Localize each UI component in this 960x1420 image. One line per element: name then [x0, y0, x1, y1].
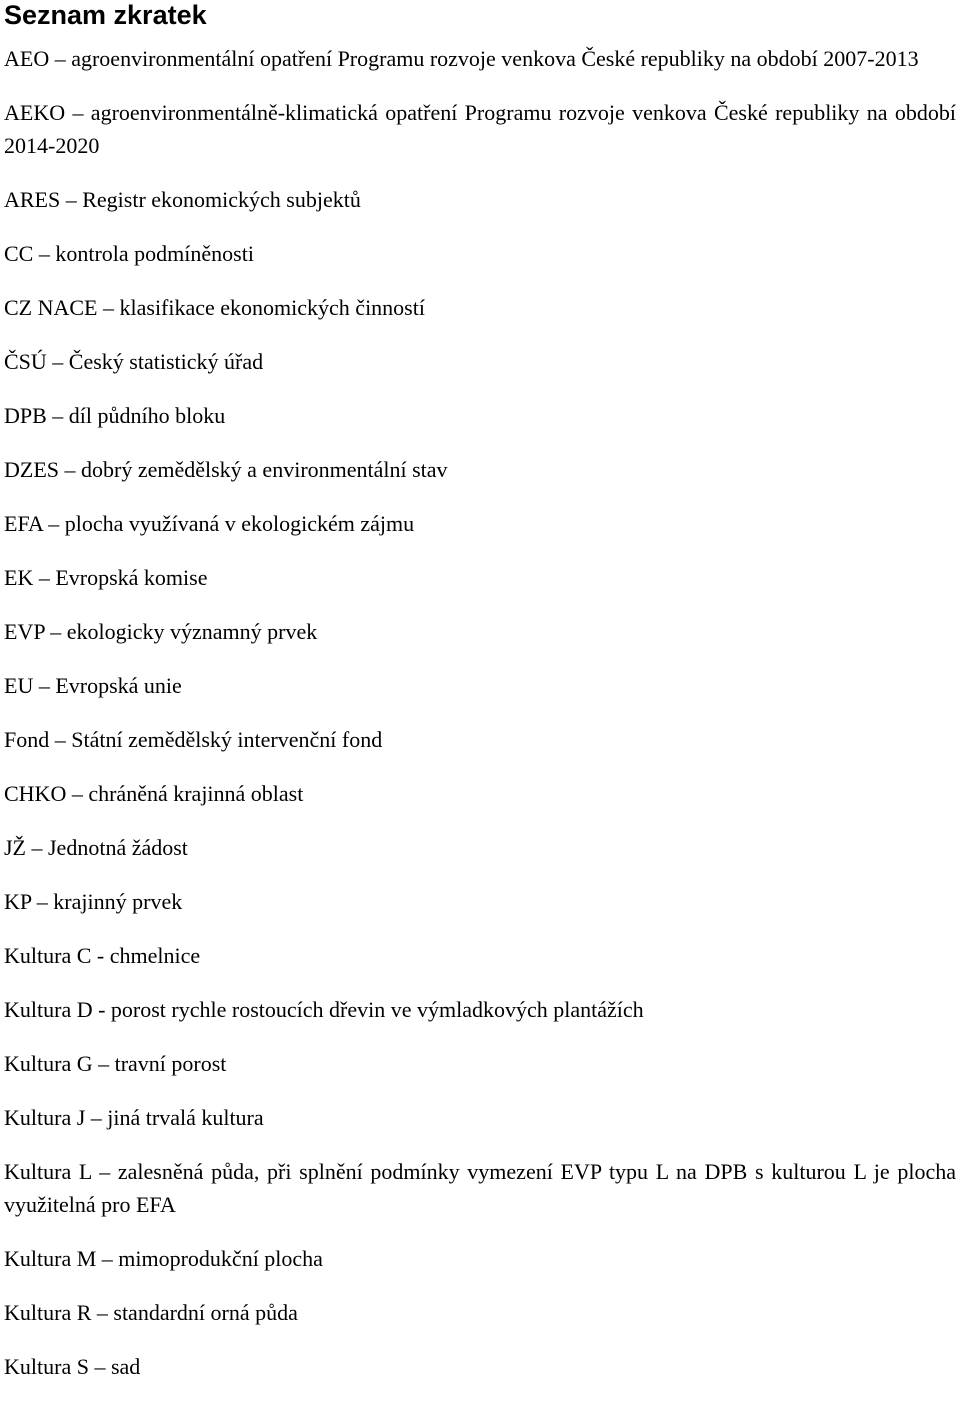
abbreviation-entry-evp: EVP – ekologicky významný prvek: [4, 619, 318, 644]
abbreviation-entry-dzes: DZES – dobrý zemědělský a environmentální stav: [4, 457, 448, 482]
page-title: Seznam zkratek: [4, 0, 207, 30]
abbreviation-entry-kp: KP – krajinný prvek: [4, 889, 183, 914]
abbreviation-entry-ares: ARES – Registr ekonomických subjektů: [4, 187, 361, 212]
abbreviation-entry-dpb: DPB – díl půdního bloku: [4, 403, 226, 428]
abbreviation-entry-aeko: AEKO – agroenvironmentálně-klimatická opatření Programu rozvoje venkova České republiky na období 2014-2020: [4, 100, 956, 158]
abbreviation-list: [4, 42, 956, 1383]
abbreviation-entry-cc: CC – kontrola podmíněnosti: [4, 241, 254, 266]
abbreviation-entry-kultura-r: Kultura R – standardní orná půda: [4, 1300, 298, 1325]
abbreviation-entry-cz-nace: CZ NACE – klasifikace ekonomických činností: [4, 295, 425, 320]
abbreviation-entry-kultura-m: Kultura M – mimoprodukční plocha: [4, 1246, 323, 1271]
abbreviation-entry-fond: Fond – Státní zemědělský intervenční fond: [4, 727, 383, 752]
abbreviation-entry-csu: ČSÚ – Český statistický úřad: [4, 349, 264, 374]
abbreviation-entry-efa: EFA – plocha využívaná v ekologickém zájmu: [4, 511, 415, 536]
abbreviation-entry-kultura-l: Kultura L – zalesněná půda, při splnění podmínky vymezení EVP typu L na DPB s kulturou L je plocha využitelná pro EFA: [4, 1159, 956, 1217]
abbreviation-entry-chko: CHKO – chráněná krajinná oblast: [4, 781, 304, 806]
abbreviation-entry-jz: JŽ – Jednotná žádost: [4, 835, 188, 860]
abbreviation-entry-eu: EU – Evropská unie: [4, 673, 182, 698]
abbreviation-entry-kultura-g: Kultura G – travní porost: [4, 1051, 227, 1076]
abbreviation-entry-kultura-j: Kultura J – jiná trvalá kultura: [4, 1105, 264, 1130]
abbreviation-entry-aeo: AEO – agroenvironmentální opatření Programu rozvoje venkova České republiky na období 2007-2013: [4, 46, 919, 71]
abbreviation-entry-ek: EK – Evropská komise: [4, 565, 208, 590]
abbreviation-entry-kultura-d: Kultura D - porost rychle rostoucích dřevin ve výmladkových plantážích: [4, 997, 644, 1022]
abbreviation-entry-kultura-c: Kultura C - chmelnice: [4, 943, 201, 968]
document-page: [4, 0, 956, 1404]
abbreviation-entry-kultura-s: Kultura S – sad: [4, 1354, 141, 1379]
